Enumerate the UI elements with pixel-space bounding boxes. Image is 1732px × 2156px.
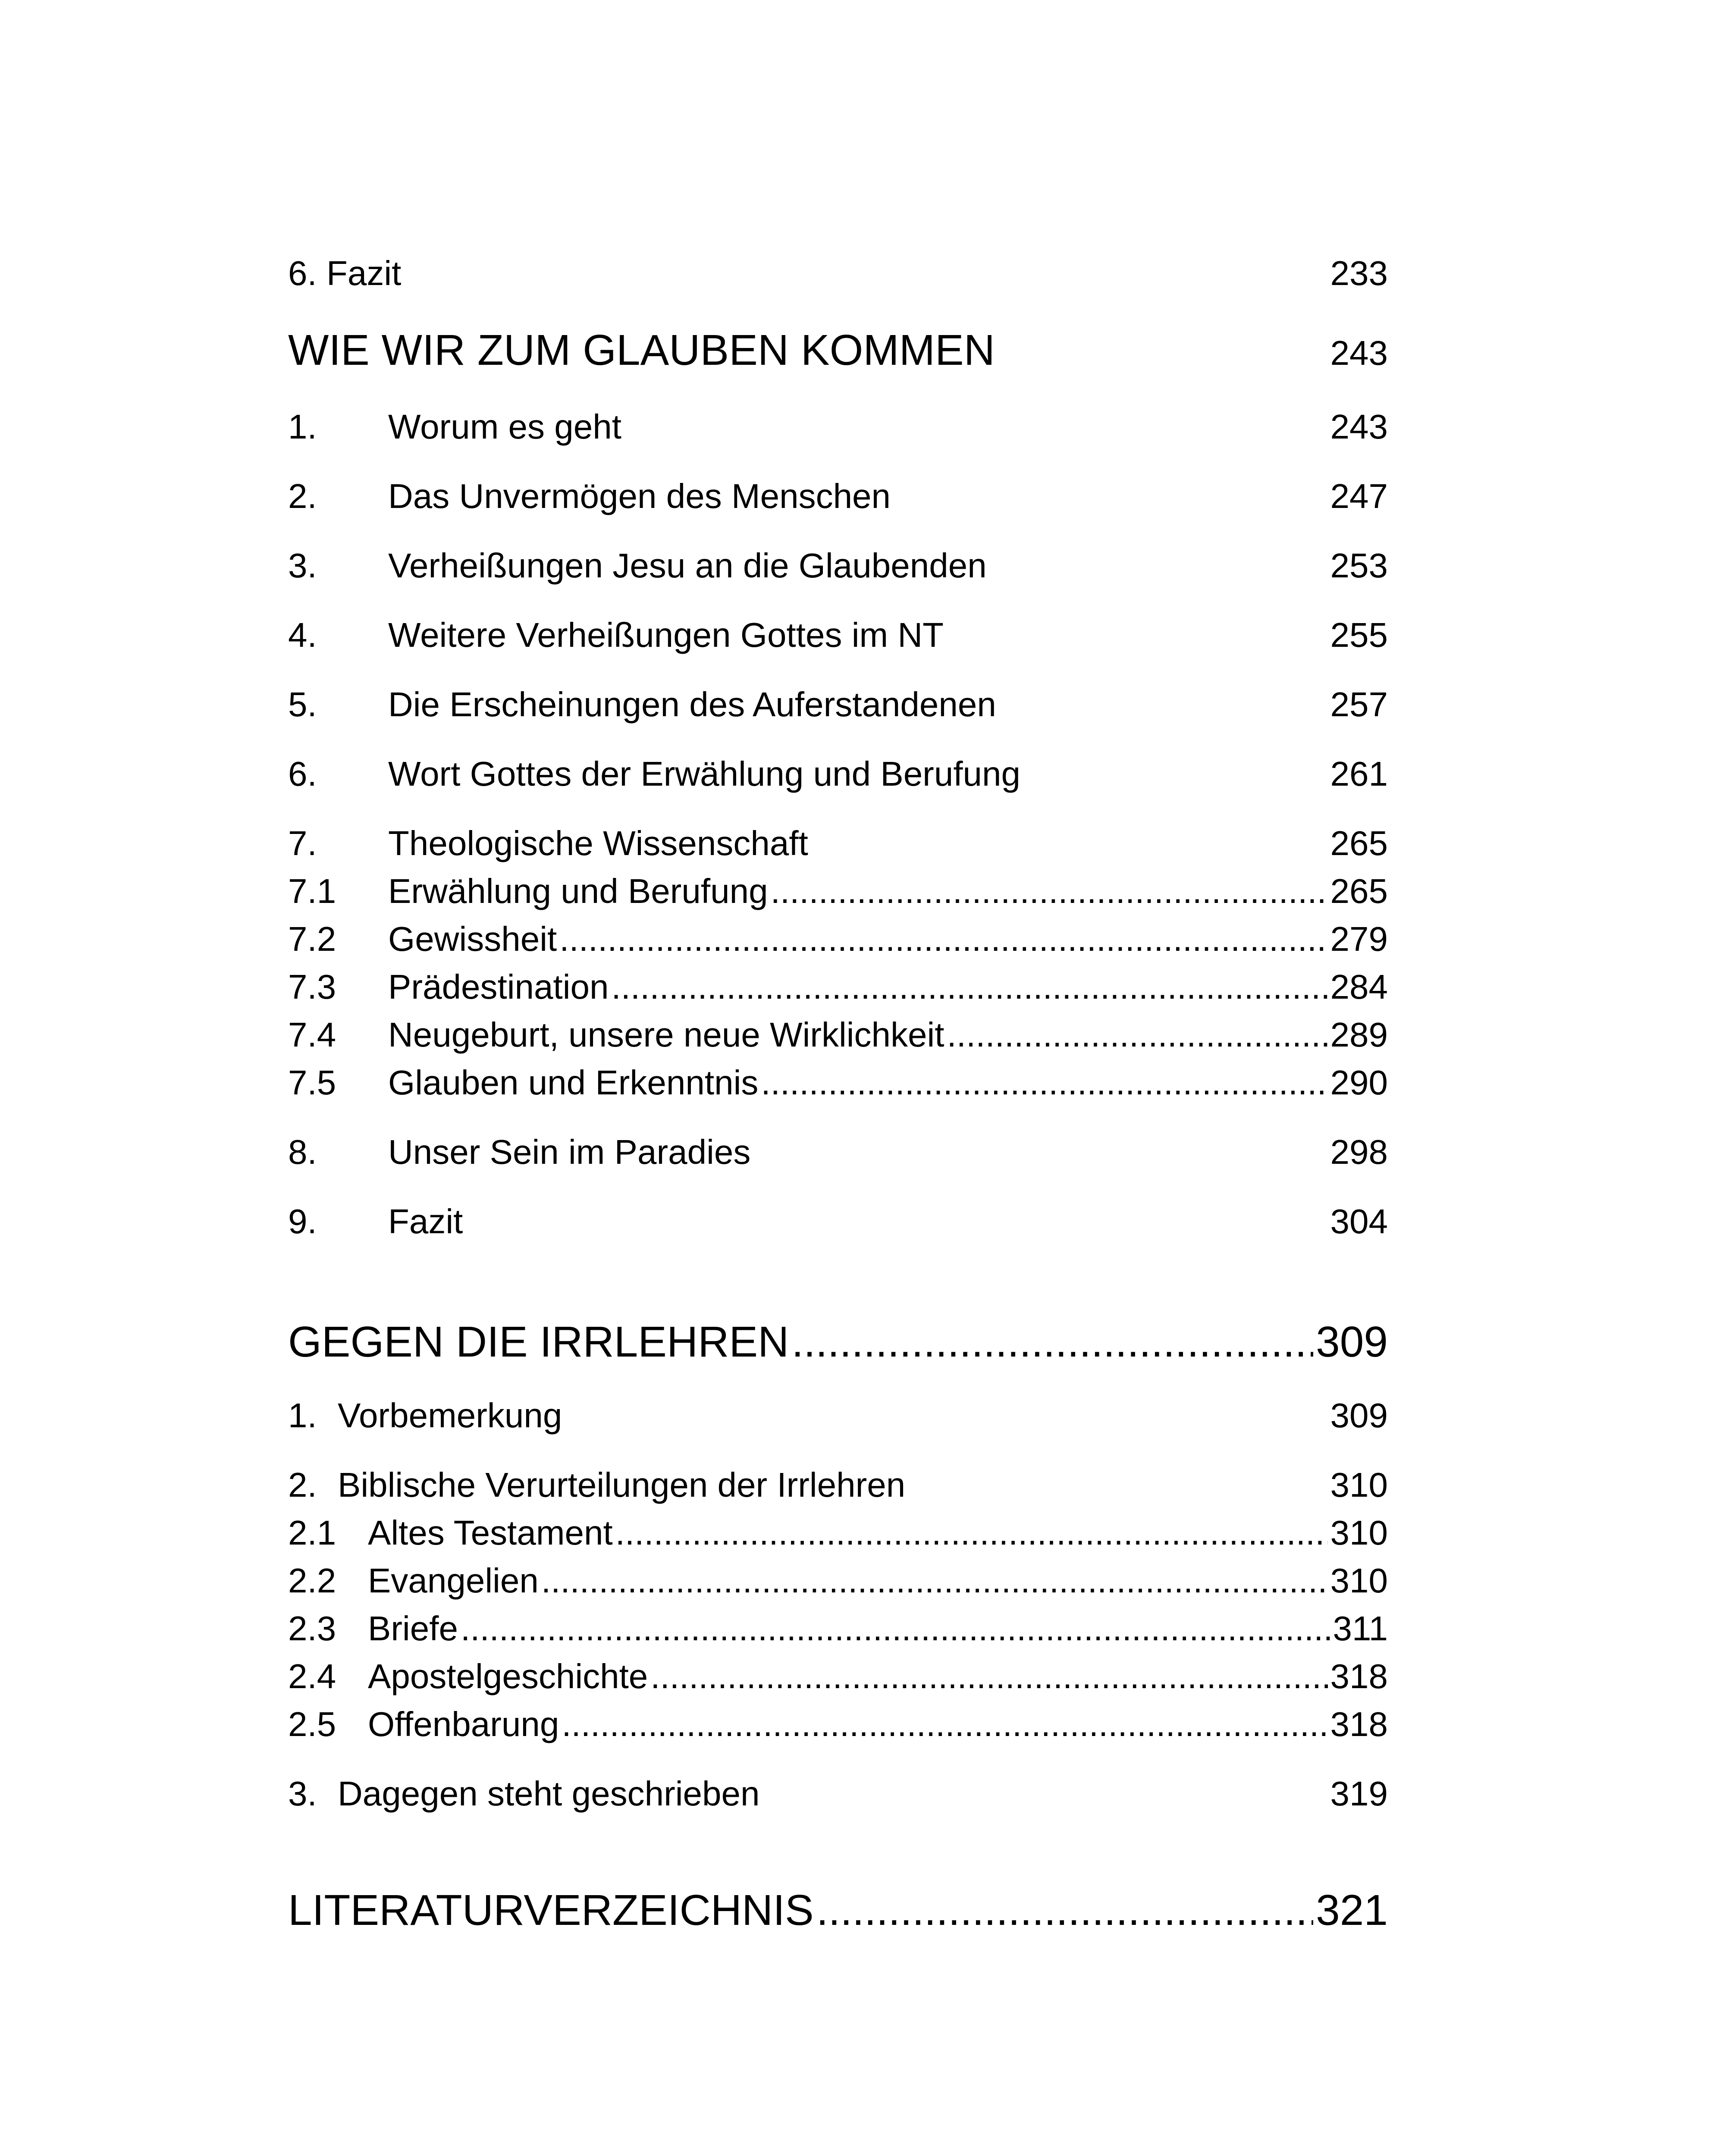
toc-entry-number: 7.1 — [288, 872, 336, 910]
toc-entry-number: 2.4 — [288, 1657, 336, 1695]
toc-entry-title: Briefe — [368, 1609, 458, 1648]
toc-subentry — [288, 1512, 1388, 1554]
toc-entry-title: Erwählung und Berufung — [388, 872, 768, 910]
toc-section-heading — [288, 324, 1388, 379]
toc-page-number: 309 — [1316, 1318, 1388, 1366]
toc-entry — [288, 1201, 1388, 1242]
toc-section-heading — [288, 1884, 1388, 1936]
toc-subentry — [288, 1062, 1388, 1103]
toc-entry-title: Vorbemerkung — [338, 1396, 562, 1435]
toc-subentry — [288, 918, 1388, 960]
toc-entry-title: Glauben und Erkenntnis — [388, 1063, 759, 1102]
toc-section-heading — [288, 1316, 1388, 1368]
toc-page-number: 265 — [1330, 824, 1388, 862]
toc-entry-number: 6. — [288, 755, 317, 793]
dot-leader — [559, 918, 1327, 960]
toc-page-number: 310 — [1330, 1561, 1388, 1600]
toc-page-number: 310 — [1330, 1466, 1388, 1504]
toc-entry-title: Biblische Verurteilungen der Irrlehren — [338, 1466, 906, 1504]
dot-leader — [541, 1560, 1328, 1601]
toc-page-number: 255 — [1330, 616, 1388, 654]
toc-entry-number: 4. — [288, 616, 317, 654]
toc-entry-title: Apostelgeschichte — [368, 1657, 648, 1695]
toc-entry — [288, 684, 1388, 725]
toc-entry-title: Die Erscheinungen des Auferstandenen — [388, 685, 996, 724]
toc-entry-fazit — [288, 253, 1388, 294]
dot-leader — [615, 1512, 1328, 1554]
toc-entry-number: 9. — [288, 1202, 317, 1241]
dot-leader — [761, 1062, 1327, 1103]
toc-page-number: 310 — [1330, 1514, 1388, 1552]
toc-entry — [288, 614, 1388, 656]
toc-page-number: 279 — [1330, 920, 1388, 958]
toc-entry-title: Offenbarung — [368, 1705, 559, 1743]
toc-entry-title: Fazit — [326, 254, 402, 292]
dot-leader — [791, 1316, 1313, 1368]
toc-page-number: 309 — [1330, 1396, 1388, 1435]
toc-entry-title: Fazit — [388, 1202, 463, 1241]
toc-entry-title: Gewissheit — [388, 920, 557, 958]
toc-subentry — [288, 871, 1388, 912]
toc-page-number: 319 — [1330, 1774, 1388, 1813]
toc-page-number: 321 — [1316, 1886, 1388, 1934]
toc-page-number: 318 — [1330, 1657, 1388, 1695]
dot-leader — [771, 871, 1328, 912]
toc-entry — [288, 476, 1388, 517]
toc-entry-title: Neugeburt, unsere neue Wirklichkeit — [388, 1015, 944, 1054]
toc-entry-number: 7.5 — [288, 1063, 336, 1102]
toc-section-title: WIE WIR ZUM GLAUBEN KOMMEN — [288, 326, 995, 374]
toc-page-number: 318 — [1330, 1705, 1388, 1743]
toc-subentry — [288, 1608, 1388, 1649]
toc-entry-number: 1. — [288, 407, 317, 446]
toc-entry-number: 7.4 — [288, 1015, 336, 1054]
dot-leader — [562, 1704, 1327, 1745]
toc-entry — [288, 1464, 1388, 1506]
toc-entry-number: 2. — [288, 477, 317, 515]
toc-entry-number: 3. — [288, 546, 317, 585]
toc-entry-number: 1. — [288, 1396, 317, 1435]
toc-entry-title: Altes Testament — [368, 1514, 613, 1552]
dot-leader — [650, 1656, 1327, 1697]
toc-entry-title: Verheißungen Jesu an die Glaubenden — [388, 546, 987, 585]
toc-entry — [288, 545, 1388, 586]
toc-page-number: 243 — [1330, 407, 1388, 446]
toc-subentry — [288, 1704, 1388, 1745]
toc-page-number: 284 — [1330, 968, 1388, 1006]
toc-entry-title: Das Unvermögen des Menschen — [388, 477, 891, 515]
toc-entry-title: Prädestination — [388, 968, 609, 1006]
toc-entry — [288, 823, 1388, 864]
toc-page-number: 233 — [1330, 254, 1388, 292]
toc-entry-title: Weitere Verheißungen Gottes im NT — [388, 616, 944, 654]
toc-entry-number: 8. — [288, 1133, 317, 1171]
toc-subentry — [288, 1656, 1388, 1697]
dot-leader — [461, 1608, 1330, 1649]
toc-entry-number: 3. — [288, 1774, 317, 1813]
toc-subentry — [288, 1560, 1388, 1601]
toc-subentry — [288, 1014, 1388, 1056]
toc-page-number: 298 — [1330, 1133, 1388, 1171]
toc-page-number: 304 — [1330, 1202, 1388, 1241]
toc-entry-number: 7. — [288, 824, 317, 862]
toc-entry-number: 5. — [288, 685, 317, 724]
toc-page-number: 261 — [1330, 755, 1388, 793]
toc-section-title: LITERATURVERZEICHNIS — [288, 1886, 814, 1934]
toc-page-number: 243 — [1330, 334, 1388, 372]
toc-entry — [288, 406, 1388, 448]
dot-leader — [816, 1884, 1313, 1936]
toc-entry — [288, 753, 1388, 795]
toc-page-number: 311 — [1333, 1609, 1388, 1648]
toc-entry-number: 2.5 — [288, 1705, 336, 1743]
toc-entry — [288, 1131, 1388, 1173]
toc-entry-title: Worum es geht — [388, 407, 621, 446]
toc-entry-number: 2.2 — [288, 1561, 336, 1600]
toc-entry-title: Wort Gottes der Erwählung und Berufung — [388, 755, 1021, 793]
dot-leader — [947, 1014, 1328, 1056]
toc-entry-number: 7.2 — [288, 920, 336, 958]
toc-page-number: 257 — [1330, 685, 1388, 724]
toc-entry — [288, 1773, 1388, 1814]
dot-leader — [611, 966, 1327, 1008]
toc-page-number: 253 — [1330, 546, 1388, 585]
toc-page-number: 265 — [1330, 872, 1388, 910]
toc-subentry — [288, 966, 1388, 1008]
toc-entry-number: 2. — [288, 1466, 317, 1504]
toc-page-number: 247 — [1330, 477, 1388, 515]
toc-page-number: 289 — [1330, 1015, 1388, 1054]
toc-entry — [288, 1395, 1388, 1436]
toc-section-title: GEGEN DIE IRRLEHREN — [288, 1318, 789, 1366]
toc-entry-title: Dagegen steht geschrieben — [338, 1774, 760, 1813]
toc-entry-number: 7.3 — [288, 968, 336, 1006]
toc-entry-number: 6. — [288, 254, 317, 292]
toc-page-number: 290 — [1330, 1063, 1388, 1102]
toc-entry-title: Unser Sein im Paradies — [388, 1133, 751, 1171]
toc-entry-number: 2.3 — [288, 1609, 336, 1648]
toc-entry-title: Theologische Wissenschaft — [388, 824, 808, 862]
toc-entry-number: 2.1 — [288, 1514, 336, 1552]
toc-entry-title: Evangelien — [368, 1561, 539, 1600]
